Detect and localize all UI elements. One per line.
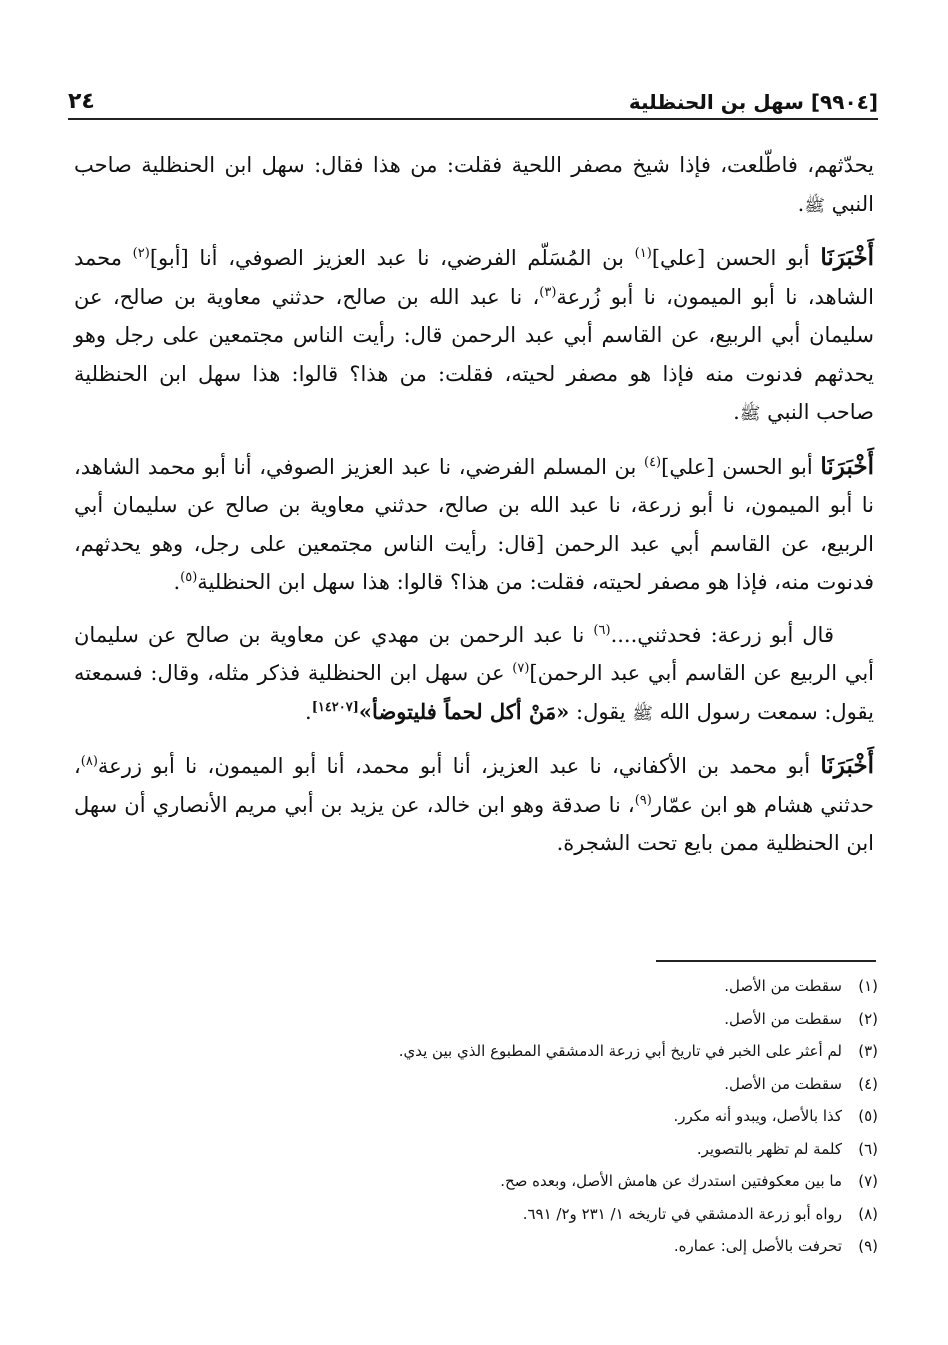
hadith-quote: «مَنْ أكل لحماً فليتوضأ»: [358, 698, 570, 724]
paragraph-text: بن المُسَلّم الفرضي، نا عبد العزيز الصوفي، أنا [أبو]: [149, 246, 635, 270]
footnote-item: [74, 1230, 878, 1263]
footnote-item: [74, 1068, 878, 1101]
salla-symbol: ﷺ: [804, 195, 825, 216]
paragraph-text: محمد الشاهد، نا أبو الميمون، نا أبو زُرعة: [74, 246, 874, 309]
paragraph-text: ، نا صدقة وهو ابن خالد، عن يزيد بن أبي مريم الأنصاري أن سهل ابن الحنظلية ممن بايع تحت الشجرة.: [74, 792, 874, 855]
footnote-ref-3[interactable]: (٣): [539, 284, 557, 300]
paragraph-end: .: [733, 400, 740, 424]
footnote-ref-2[interactable]: (٢): [132, 246, 150, 261]
footnotes-list: [74, 970, 878, 1263]
footnote-number: (٤): [858, 1074, 878, 1093]
footnote-text: سقطت من الأصل.: [724, 1009, 842, 1028]
footnote-number: (٢): [858, 1009, 878, 1028]
akhbarana-lead: أَخْبَرَنَا: [820, 452, 874, 480]
paragraph-2: [74, 239, 874, 434]
paragraph-text: بن المسلم الفرضي، نا عبد العزيز الصوفي، أنا أبو محمد الشاهد، نا أبو الميمون، نا أبو زرعة، نا عبد الله بن صالح، حدثني معاوية بن صالح عن سليمان أبي الربيع، عن القاسم أبي عبد الرحمن [قال: رأيت الناس مجتمعين على رجل، وهو يحدثهم، فدنوت منه، فإذا هو مصفر لحيته، فقلت: من هذا؟ قالوا: هذا سهل ابن الحنظلية: [74, 454, 874, 594]
footnote-number: (٣): [858, 1042, 878, 1060]
footnote-item: [74, 1198, 878, 1231]
paragraph-end: .: [797, 191, 805, 216]
paragraph-text: ، حدثني هشام هو ابن عمّار: [74, 754, 874, 817]
salla-symbol: ﷺ: [632, 703, 653, 724]
paragraph-text: أبو محمد بن الأكفاني، نا عبد العزيز، أنا أبو محمد، أنا أبو الميمون، نا أبو زرعة: [97, 754, 821, 778]
paragraph-3: [74, 448, 874, 602]
footnote-item: [74, 1165, 878, 1198]
paragraph-text: عن سهل ابن الحنظلية فذكر مثله، وقال: فسمعته يقول: سمعت رسول الله: [74, 661, 874, 724]
running-title: [٩٩٠٤] سهل بن الحنظلية: [628, 90, 878, 114]
paragraph-text: يحدّثهم، فاطّلعت، فإذا شيخ مصفر اللحية فقلت: من هذا فقال: سهل ابن الحنظلية صاحب النبي: [74, 153, 874, 216]
footnote-item: [74, 970, 878, 1003]
footnote-text: ما بين معكوفتين استدرك عن هامش الأصل، وبعده صح.: [500, 1172, 842, 1190]
footnote-number: (١): [858, 977, 878, 995]
footnote-text: تحرفت بالأصل إلى: عماره.: [673, 1237, 842, 1255]
footnote-text: لم أعثر على الخبر في تاريخ أبي زرعة الدمشقي المطبوع الذي بين يدي.: [398, 1042, 842, 1060]
paragraph-text: قال أبو زرعة: فحدثني....: [610, 622, 834, 647]
footnote-ref-6[interactable]: (٦): [593, 622, 611, 638]
footnote-number: (٧): [858, 1172, 878, 1190]
footnote-ref-9[interactable]: (٩): [634, 792, 652, 808]
footnote-item: [74, 1003, 878, 1036]
footnote-ref-7[interactable]: (٧): [512, 661, 530, 676]
footnote-text: كذا بالأصل، ويبدو أنه مكرر.: [673, 1107, 842, 1125]
footnote-item: [74, 1100, 878, 1133]
paragraph-end: .: [173, 570, 181, 594]
footnote-item: [74, 1133, 878, 1166]
footnote-number: (٨): [858, 1204, 878, 1223]
footnote-number: (٦): [858, 1139, 878, 1158]
paragraph-end: .: [305, 699, 312, 724]
main-text: [74, 146, 874, 877]
footnote-item: [74, 1035, 878, 1068]
footnote-ref-1[interactable]: (١): [634, 246, 652, 261]
footnote-ref-8[interactable]: (٨): [80, 754, 98, 769]
paragraph-text: ، نا عبد الله بن صالح، حدثني معاوية بن صالح، عن سليمان أبي الربيع، عن القاسم أبي عبد الرحمن قال: رأيت الناس مجتمعين على رجل وهو يحدثهم فدنوت منه فإذا هو مصفر لحيته، فقلت: من هذا؟ قالوا: هذا سهل ابن الحنظلية صاحب النبي: [74, 284, 874, 424]
paragraph-text: نا عبد الرحمن بن مهدي عن معاوية بن صالح عن سليمان أبي الربيع عن القاسم أبي عبد الرحمن]: [74, 622, 874, 685]
paragraph-text: يقول:: [569, 699, 633, 724]
footnote-ref-4[interactable]: (٤): [643, 454, 662, 470]
footnote-divider: [656, 960, 876, 962]
paragraph-text: أبو الحسن [علي]: [661, 454, 821, 479]
paragraph-4: [74, 616, 874, 734]
akhbarana-lead: أَخْبَرَنَا: [820, 752, 874, 779]
paragraph-text: أبو الحسن [علي]: [651, 246, 821, 270]
footnote-number: (٥): [858, 1107, 878, 1125]
footnote-text: سقطت من الأصل.: [724, 1074, 842, 1093]
footnote-text: كلمة لم تظهر بالتصوير.: [696, 1139, 842, 1158]
hadith-reference-number: [١٤٢٠٧]: [311, 699, 359, 715]
akhbarana-lead: أَخْبَرَنَا: [820, 244, 874, 271]
page-header: [68, 80, 878, 120]
salla-symbol: ﷺ: [739, 404, 761, 424]
paragraph-5: [74, 747, 874, 863]
footnote-number: (٩): [858, 1237, 878, 1255]
footnote-text: سقطت من الأصل.: [724, 977, 842, 995]
page-number: ٢٤: [68, 89, 95, 114]
footnote-ref-5[interactable]: (٥): [180, 570, 198, 585]
footnote-text: رواه أبو زرعة الدمشقي في تاريخه ١/ ٢٣١ و٢/ ٦٩١.: [522, 1204, 842, 1223]
paragraph-1: [74, 146, 874, 225]
